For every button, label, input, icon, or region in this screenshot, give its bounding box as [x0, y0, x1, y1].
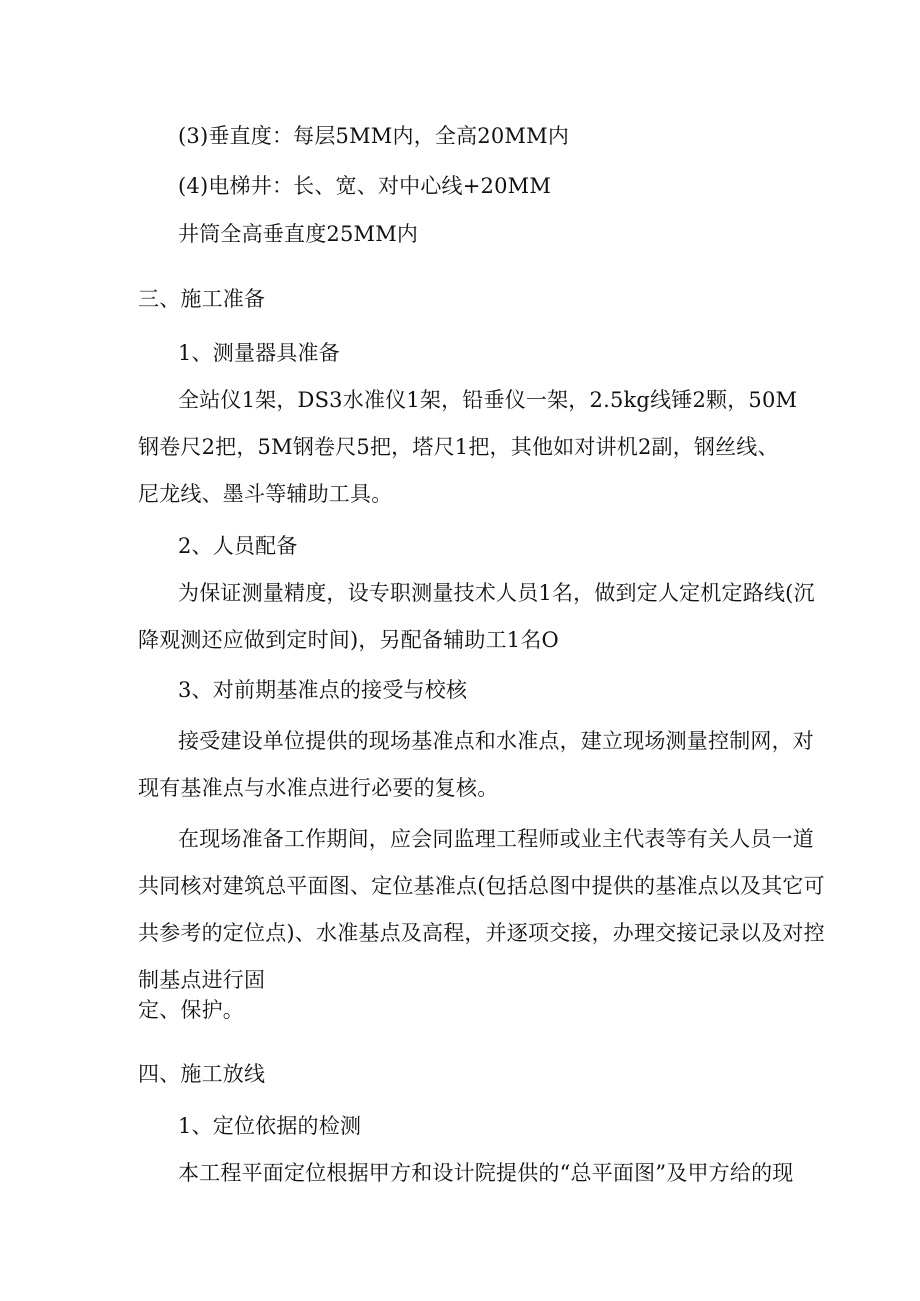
tolerance-shaft-height: 井筒全高垂直度25MM内 — [178, 222, 419, 246]
paragraph-line: 尼龙线、墨斗等辅助工具。 — [138, 482, 393, 506]
paragraph-line: 接受建设单位提供的现场基准点和水准点，建立现场测量控制网，对 — [178, 729, 814, 753]
paragraph-line: 定、保护。 — [138, 998, 244, 1022]
paragraph-line: 共同核对建筑总平面图、定位基准点(包括总图中提供的基准点以及其它可 — [138, 874, 825, 898]
subheading-3-2: 2、人员配备 — [178, 534, 298, 558]
paragraph-line: 共参考的定位点)、水准基点及高程，并逐项交接，办理交接记录以及对控 — [138, 921, 825, 945]
section-heading-3: 三、施工准备 — [138, 287, 266, 311]
tolerance-verticality: (3)垂直度：每层5MM内，全高20MM内 — [178, 124, 570, 148]
paragraph-line: 降观测还应做到定时间)，另配备辅助工1名O — [138, 628, 559, 652]
tolerance-elevator-shaft: (4)电梯井：长、宽、对中心线+20MM — [178, 174, 552, 198]
subheading-3-1: 1、测量器具准备 — [178, 341, 340, 365]
paragraph-line: 本工程平面定位根据甲方和设计院提供的“总平面图”及甲方给的现 — [178, 1161, 794, 1185]
paragraph-line: 制基点进行固 — [138, 968, 266, 992]
paragraph-line: 钢卷尺2把，5M钢卷尺5把，塔尺1把，其他如对讲机2副，钢丝线、 — [138, 435, 779, 459]
paragraph-line: 现有基准点与水准点进行必要的复核。 — [138, 776, 499, 800]
paragraph-line: 在现场准备工作期间，应会同监理工程师或业主代表等有关人员一道 — [178, 827, 814, 851]
subheading-3-3: 3、对前期基准点的接受与校核 — [178, 678, 468, 702]
paragraph-line: 为保证测量精度，设专职测量技术人员1名，做到定人定机定路线(沉 — [178, 581, 815, 605]
paragraph-line: 全站仪1架，DS3水准仪1架，铅垂仪一架，2.5kg线锤2颗，50M — [178, 388, 798, 412]
section-heading-4: 四、施工放线 — [138, 1062, 266, 1086]
subheading-4-1: 1、定位依据的检测 — [178, 1114, 362, 1138]
